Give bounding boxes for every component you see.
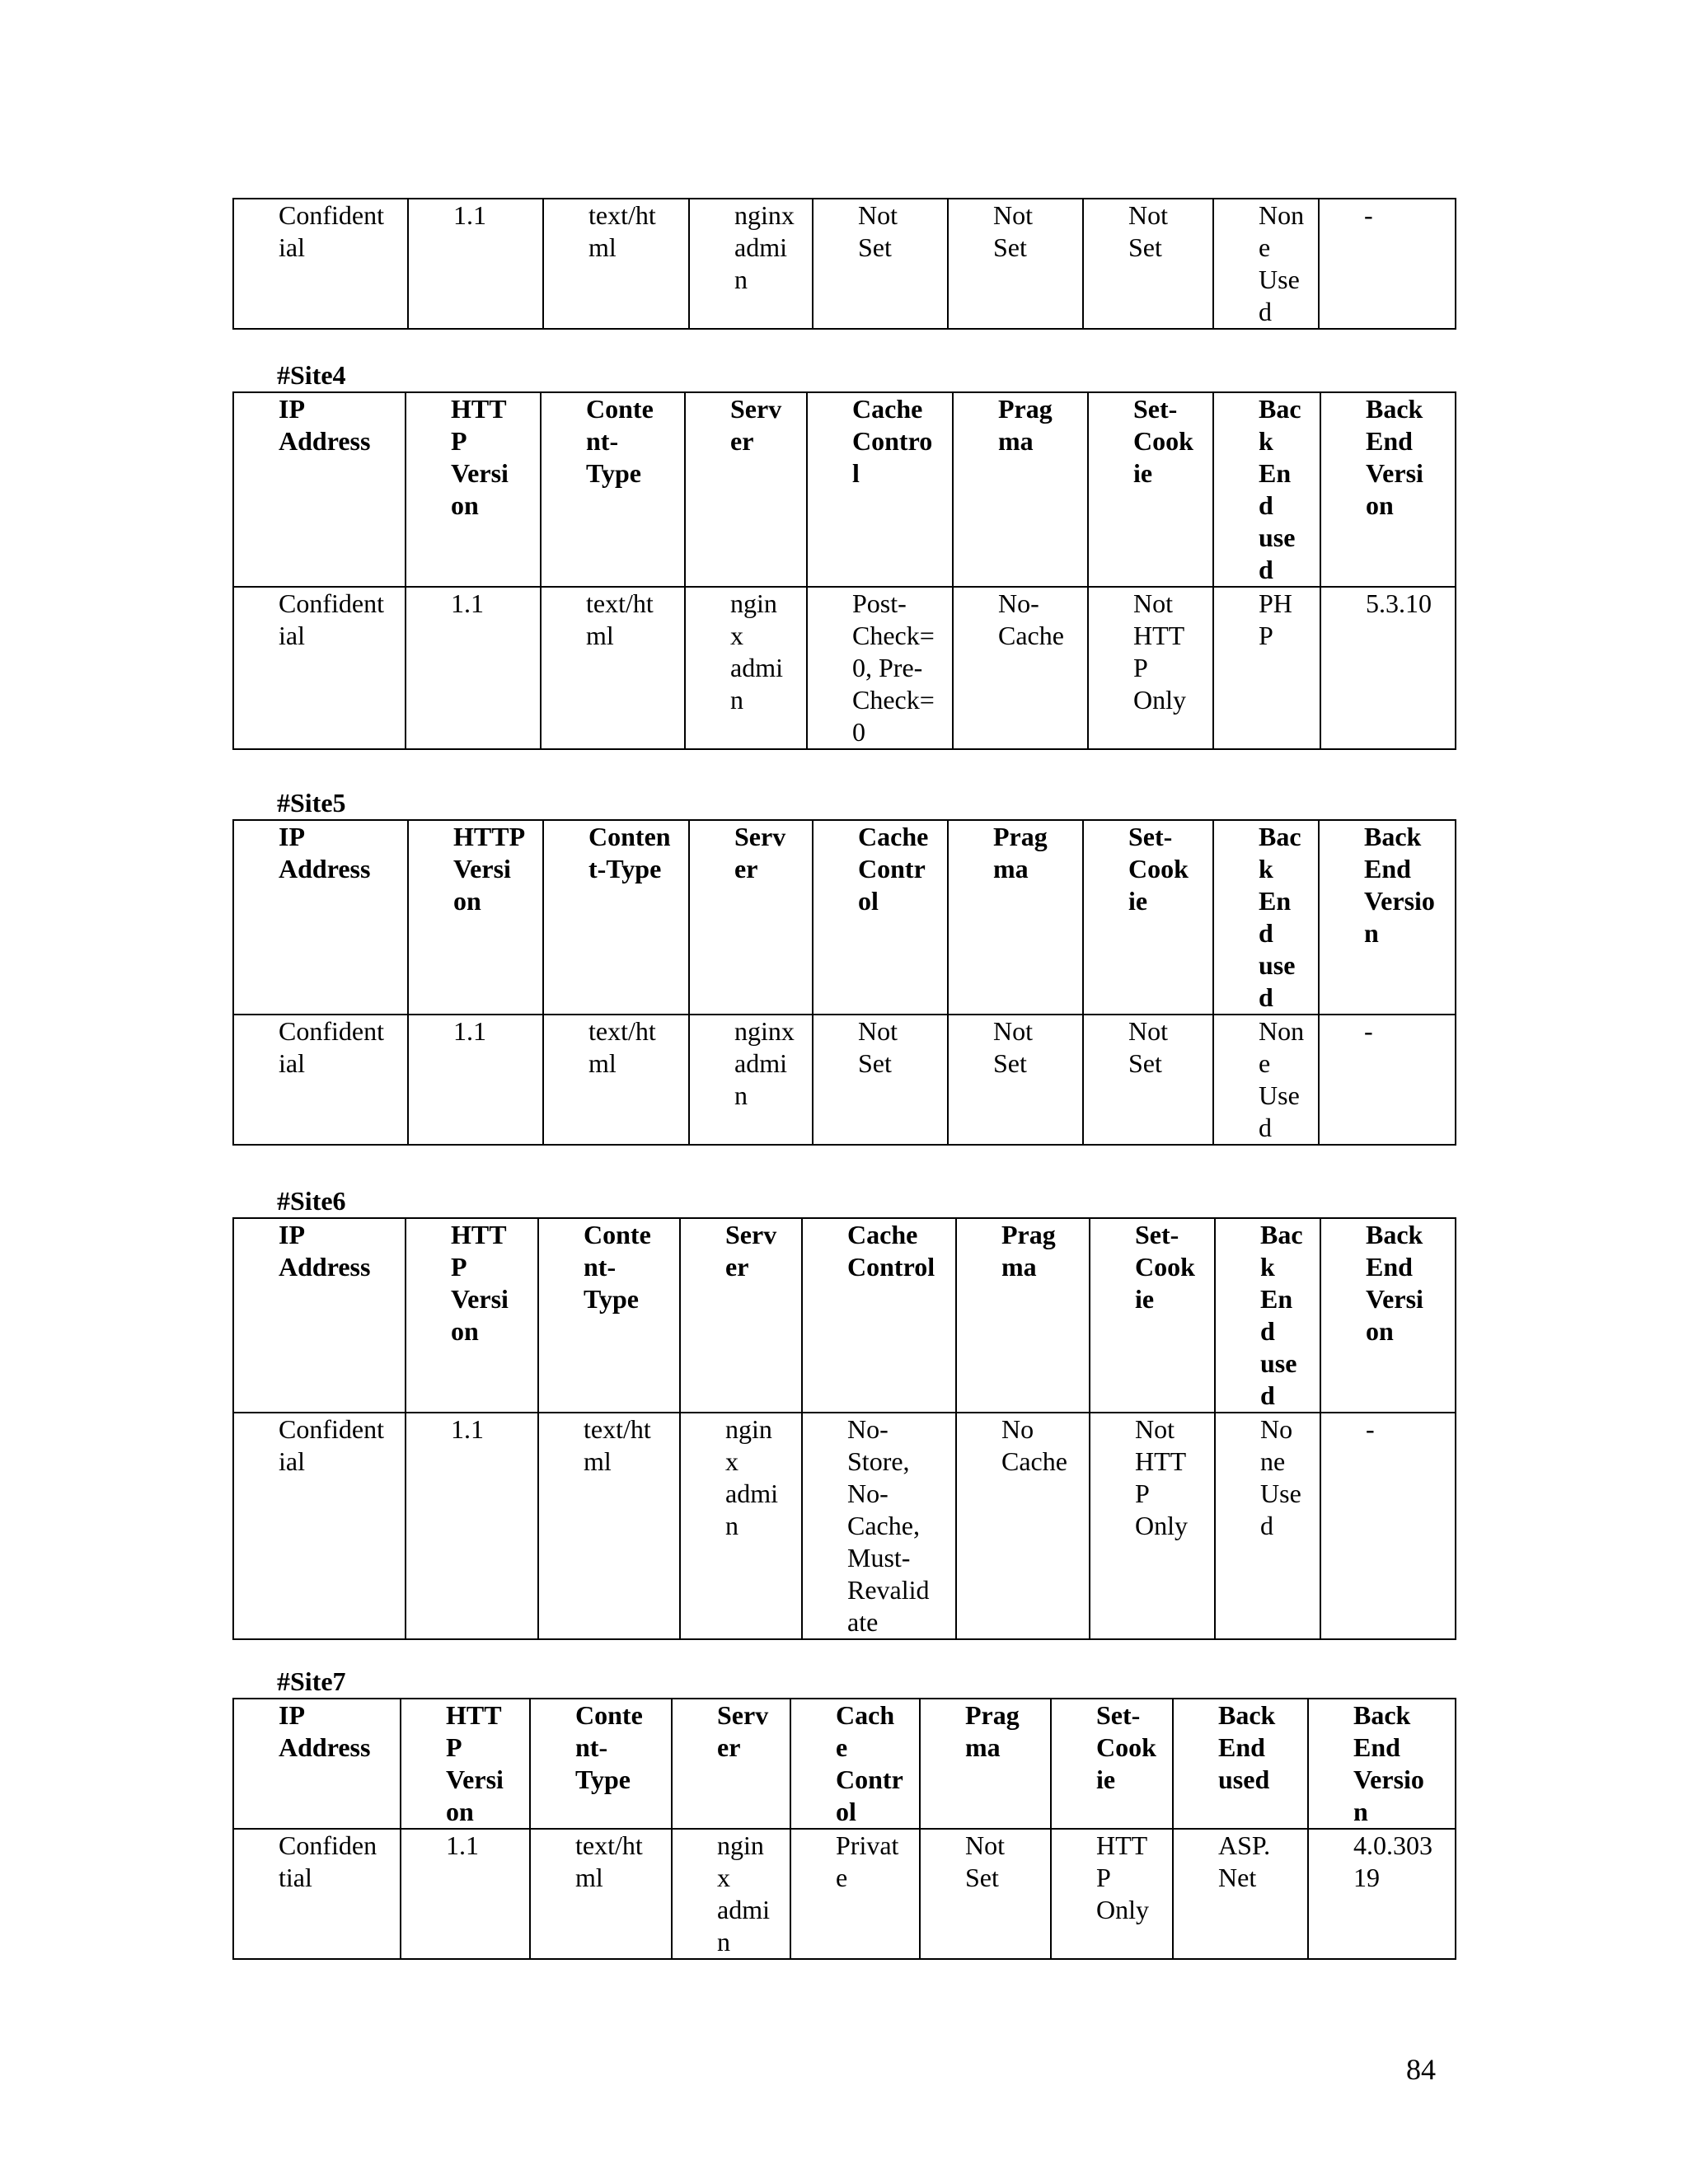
table-site4 xyxy=(232,391,1456,750)
table-cell: Non e Use d xyxy=(1213,199,1319,329)
table-header-row xyxy=(233,1699,1456,1829)
table-cell: ASP. Net xyxy=(1173,1829,1308,1959)
table-cell: Not Set xyxy=(813,1015,948,1145)
table-cell: 1.1 xyxy=(408,199,543,329)
table-cell: text/ht ml xyxy=(530,1829,672,1959)
table-cell: Confident ial xyxy=(233,1413,406,1639)
table-header-cell: Prag ma xyxy=(948,820,1083,1015)
table-cell: Not Set xyxy=(813,199,948,329)
table-site6 xyxy=(232,1217,1456,1640)
table-cell: Not Set xyxy=(1083,199,1213,329)
table-header-cell: Bac k En d use d xyxy=(1213,392,1320,587)
table-header-cell: Cache Contr ol xyxy=(813,820,948,1015)
table-header-cell: Cach e Contr ol xyxy=(790,1699,920,1829)
table-cell: No- Cache xyxy=(953,587,1088,749)
table-cell: 1.1 xyxy=(406,1413,538,1639)
table-cell: 5.3.10 xyxy=(1320,587,1456,749)
table-cell: No- Store, No- Cache, Must- Revalid ate xyxy=(802,1413,956,1639)
table-header-row xyxy=(233,1218,1456,1413)
table-cell: Not Set xyxy=(1083,1015,1213,1145)
table-header-cell: Conte nt- Type xyxy=(538,1218,680,1413)
table-header-cell: HTTP Versi on xyxy=(408,820,543,1015)
table-cell: text/ht ml xyxy=(543,199,689,329)
table-header-row xyxy=(233,820,1456,1015)
table-header-cell: HTT P Versi on xyxy=(406,392,541,587)
table-cell: HTT P Only xyxy=(1051,1829,1173,1959)
table-header-cell: IP Address xyxy=(233,1218,406,1413)
table-header-cell: HTT P Versi on xyxy=(406,1218,538,1413)
table-site7 xyxy=(232,1698,1456,1960)
table-header-cell: Back End Versi on xyxy=(1320,392,1456,587)
table-label-site5: #Site5 xyxy=(277,788,346,818)
table-cell: Confident ial xyxy=(233,199,408,329)
table-label-site4: #Site4 xyxy=(277,360,346,390)
table-cell: PH P xyxy=(1213,587,1320,749)
table-cell: text/ht ml xyxy=(543,1015,689,1145)
table-cell: Confident ial xyxy=(233,1015,408,1145)
table-label-site6: #Site6 xyxy=(277,1186,346,1216)
table-header-cell: Back End Versio n xyxy=(1319,820,1456,1015)
table-cell: nginx admi n xyxy=(689,1015,813,1145)
table-cell: No Cache xyxy=(956,1413,1090,1639)
table-header-cell: Serv er xyxy=(672,1699,790,1829)
table-cell: 1.1 xyxy=(401,1829,530,1959)
table-cell: - xyxy=(1319,199,1456,329)
table-cell: No ne Use d xyxy=(1215,1413,1320,1639)
table-cell: text/ht ml xyxy=(541,587,685,749)
table-header-cell: Set- Cook ie xyxy=(1083,820,1213,1015)
table-cell: text/ht ml xyxy=(538,1413,680,1639)
table-cell: 1.1 xyxy=(406,587,541,749)
table-header-cell: Conte nt- Type xyxy=(541,392,685,587)
table-cell: Not HTT P Only xyxy=(1088,587,1213,749)
table-header-cell: Cache Control xyxy=(802,1218,956,1413)
table-header-cell: Cache Contro l xyxy=(807,392,953,587)
table-header-cell: Prag ma xyxy=(920,1699,1051,1829)
table-header-cell: Back End used xyxy=(1173,1699,1308,1829)
table-cell: 1.1 xyxy=(408,1015,543,1145)
table-row xyxy=(233,587,1456,749)
table-row xyxy=(233,1829,1456,1959)
table-header-cell: IP Address xyxy=(233,820,408,1015)
table-header-row xyxy=(233,392,1456,587)
table-cell: Not Set xyxy=(920,1829,1051,1959)
table-header-cell: Conten t-Type xyxy=(543,820,689,1015)
table-row xyxy=(233,199,1456,329)
table-header-cell: Prag ma xyxy=(953,392,1088,587)
table-row xyxy=(233,1015,1456,1145)
table-header-cell: Set- Cook ie xyxy=(1088,392,1213,587)
table-header-cell: Bac k En d use d xyxy=(1213,820,1319,1015)
table-label-site7: #Site7 xyxy=(277,1666,346,1696)
table-cell: ngin x admi n xyxy=(685,587,807,749)
table-header-cell: Conte nt- Type xyxy=(530,1699,672,1829)
table-header-cell: Set- Cook ie xyxy=(1090,1218,1215,1413)
table-header-cell: HTT P Versi on xyxy=(401,1699,530,1829)
table-header-cell: Bac k En d use d xyxy=(1215,1218,1320,1413)
table-cell: Not HTT P Only xyxy=(1090,1413,1215,1639)
table-cell: - xyxy=(1319,1015,1456,1145)
table-header-cell: Back End Versi on xyxy=(1320,1218,1456,1413)
table-row xyxy=(233,1413,1456,1639)
table-header-cell: Set- Cook ie xyxy=(1051,1699,1173,1829)
table-header-cell: IP Address xyxy=(233,1699,401,1829)
table-cell: Post- Check= 0, Pre- Check= 0 xyxy=(807,587,953,749)
table-cell: Not Set xyxy=(948,1015,1083,1145)
table-cell: Confiden tial xyxy=(233,1829,401,1959)
table-cell: ngin x admi n xyxy=(672,1829,790,1959)
table-cell: Confident ial xyxy=(233,587,406,749)
table-cell: nginx admi n xyxy=(689,199,813,329)
table-header-cell: IP Address xyxy=(233,392,406,587)
table-cell: 4.0.303 19 xyxy=(1308,1829,1456,1959)
table-header-cell: Serv er xyxy=(680,1218,802,1413)
table-header-cell: Prag ma xyxy=(956,1218,1090,1413)
table-site3-continued xyxy=(232,198,1456,330)
table-cell: Privat e xyxy=(790,1829,920,1959)
table-header-cell: Serv er xyxy=(685,392,807,587)
table-header-cell: Back End Versio n xyxy=(1308,1699,1456,1829)
table-cell: - xyxy=(1320,1413,1456,1639)
table-cell: Non e Use d xyxy=(1213,1015,1319,1145)
page-number: 84 xyxy=(1406,2053,1436,2086)
table-site5 xyxy=(232,819,1456,1146)
table-header-cell: Serv er xyxy=(689,820,813,1015)
table-cell: Not Set xyxy=(948,199,1083,329)
table-cell: ngin x admi n xyxy=(680,1413,802,1639)
